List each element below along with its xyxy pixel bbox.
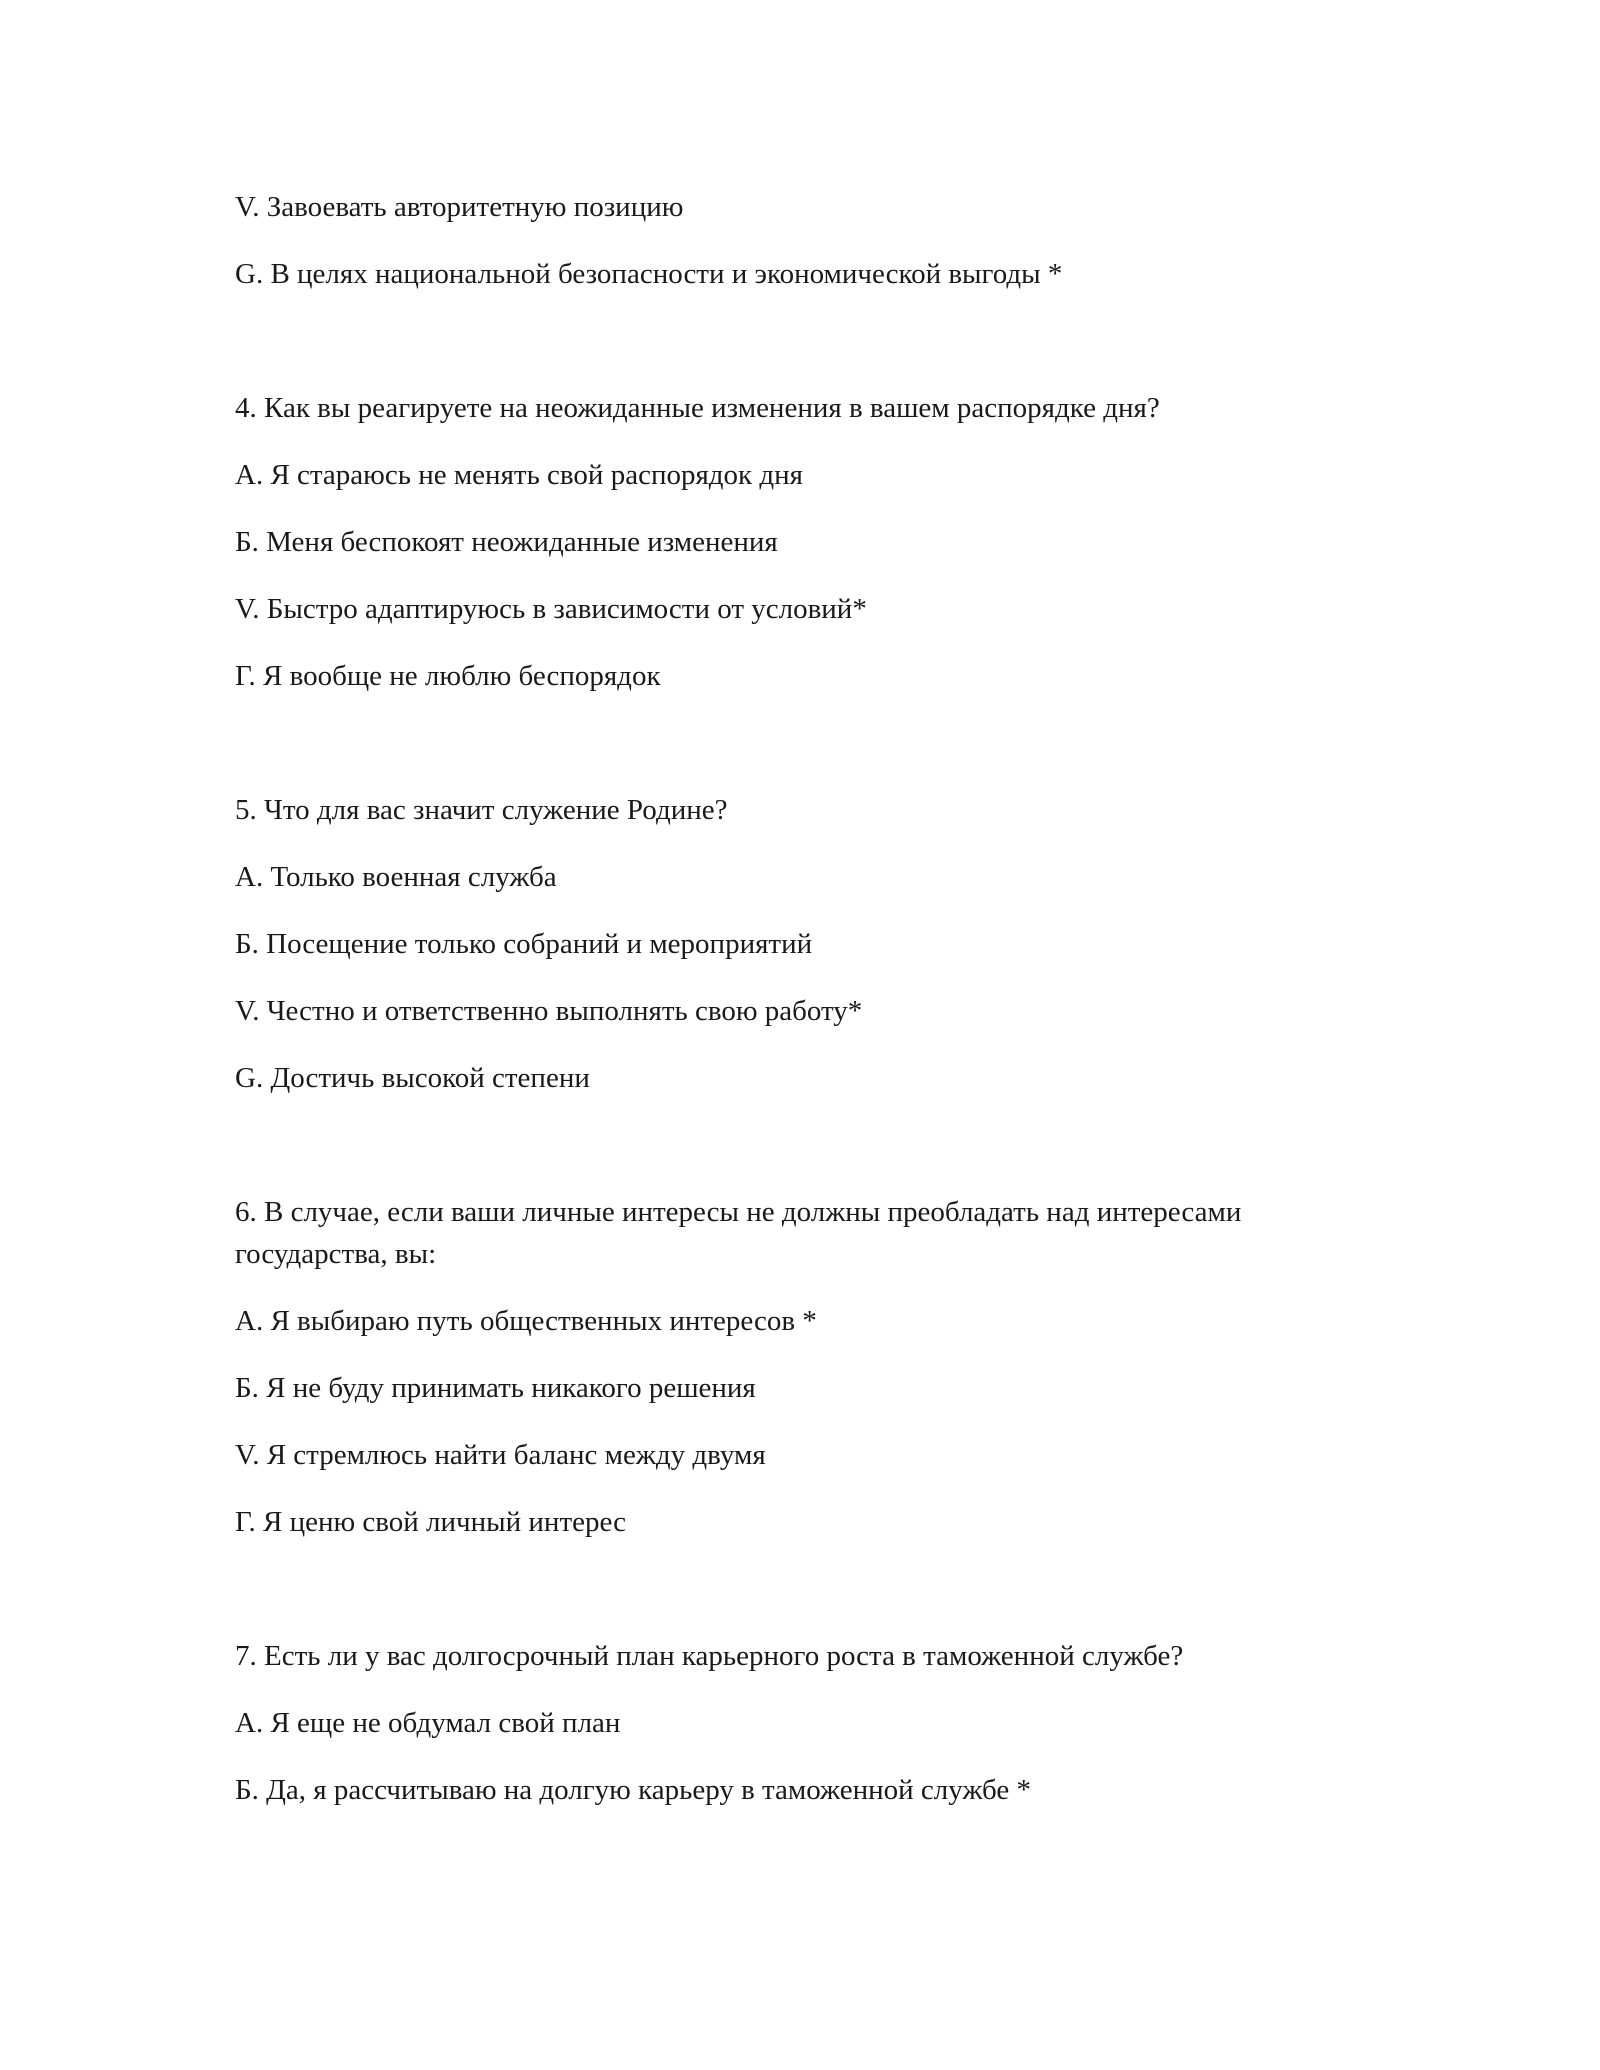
answer-b-q6: Б. Я не буду принимать никакого решения xyxy=(235,1372,756,1404)
question-4: 4. Как вы реагируете на неожиданные изменения в вашем распорядке дня? xyxy=(235,392,1160,424)
answer-b-q4: Б. Меня беспокоят неожиданные изменения xyxy=(235,526,778,558)
answer-v-q4: V. Быстро адаптируюсь в зависимости от условий* xyxy=(235,593,867,625)
question-5: 5. Что для вас значит служение Родине? xyxy=(235,794,728,826)
answer-b-q7: Б. Да, я рассчитываю на долгую карьеру в таможенной службе * xyxy=(235,1774,1031,1806)
answer-g-q5: G. Достичь высокой степени xyxy=(235,1062,590,1094)
answer-a-q4: А. Я стараюсь не менять свой распорядок дня xyxy=(235,459,804,491)
answer-v-q5: V. Честно и ответственно выполнять свою работу* xyxy=(235,995,863,1027)
question-6: 6. В случае, если ваши личные интересы не должны преобладать над интересами государства, вы: xyxy=(235,1196,1242,1270)
answer-g-q3: G. В целях национальной безопасности и экономической выгоды * xyxy=(235,258,1063,290)
question-7: 7. Есть ли у вас долгосрочный план карьерного роста в таможенной службе? xyxy=(235,1640,1184,1672)
answer-g-q4: Г. Я вообще не люблю беспорядок xyxy=(235,660,661,692)
answer-v-q6: V. Я стремлюсь найти баланс между двумя xyxy=(235,1439,766,1471)
answer-a-q5: А. Только военная служба xyxy=(235,861,557,893)
answer-g-q6: Г. Я ценю свой личный интерес xyxy=(235,1506,626,1538)
answer-a-q6: А. Я выбираю путь общественных интересов * xyxy=(235,1305,817,1337)
answer-b-q5: Б. Посещение только собраний и мероприятий xyxy=(235,928,813,960)
answer-v-q3: V. Завоевать авторитетную позицию xyxy=(235,191,684,223)
answer-a-q7: А. Я еще не обдумал свой план xyxy=(235,1707,621,1739)
